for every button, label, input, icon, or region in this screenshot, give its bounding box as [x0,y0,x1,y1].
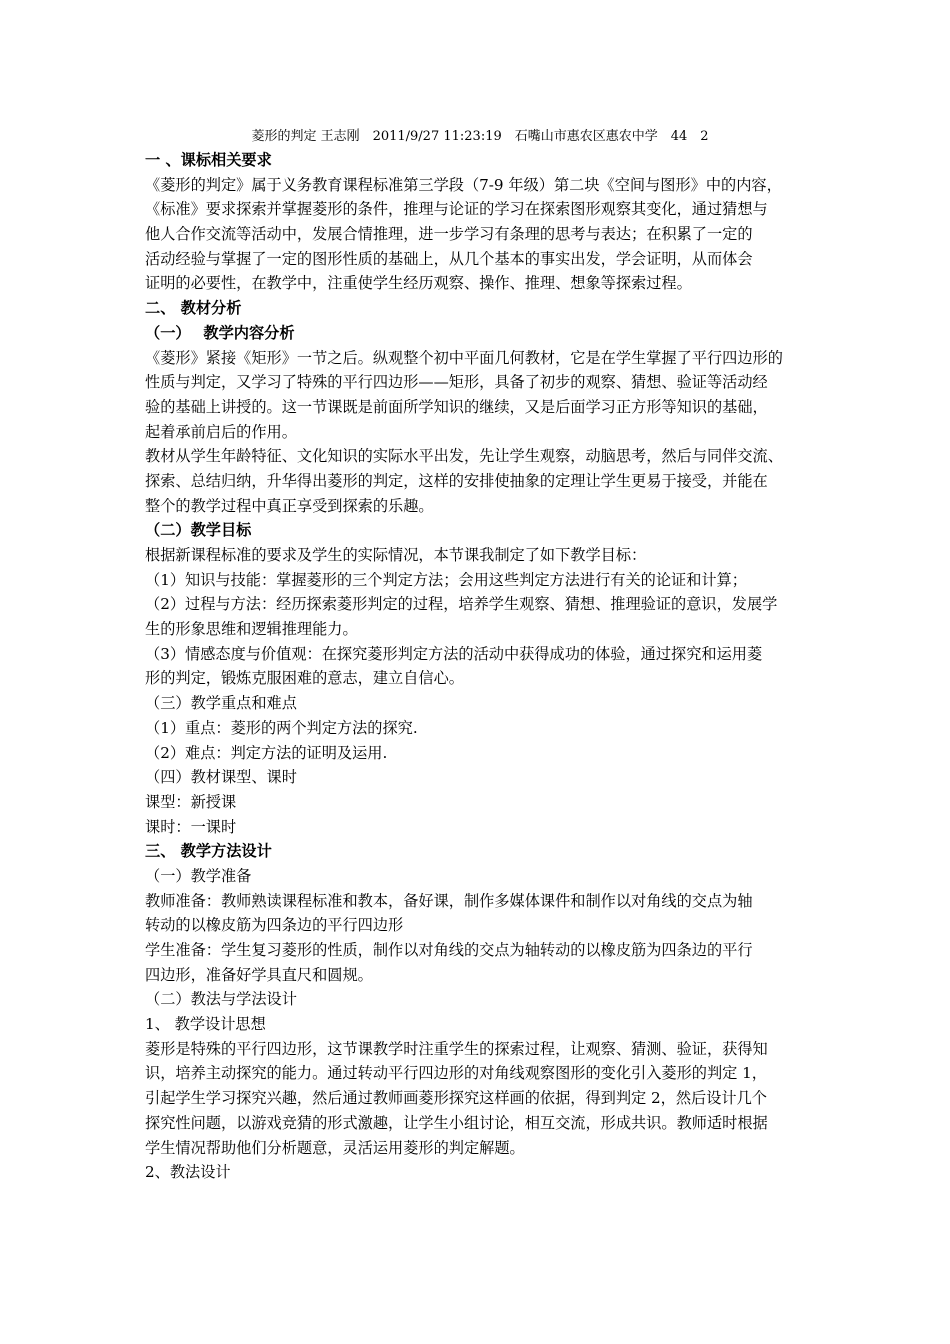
text-line: 四边形，准备好学具直尺和圆规。 [145,965,373,984]
text-line: 课时：一课时 [145,817,237,836]
text-line: 学生情况帮助他们分析题意，灵活运用菱形的判定解题。 [145,1138,525,1157]
text-line: （二）教法与学法设计 [145,990,297,1009]
text-line: 性质与判定，又学习了特殊的平行四边形——矩形，具备了初步的观察、猜想、验证等活动经 [145,373,768,392]
text-line: （四）教材课型、课时 [145,768,297,787]
section-heading: （二）教学目标 [145,521,252,540]
section-heading: 一 、课标相关要求 [145,151,272,169]
text-line: 学生准备：学生复习菱形的性质，制作以对角线的交点为轴转动的以橡皮筋为四条边的平行 [145,941,753,959]
text-line: 识，培养主动探究的能力。通过转动平行四边形的对角线观察图形的变化引入菱形的判定 1， [145,1064,767,1083]
section-heading: 二、 教材分析 [145,299,242,318]
text-line: （2）难点：判定方法的证明及运用. [145,743,388,762]
text-line: （一）教学准备 [145,866,252,885]
text-line: （2）过程与方法：经历探索菱形判定的过程，培养学生观察、猜想、推理验证的意识，发展学 [145,595,778,614]
section-heading: （一） 教学内容分析 [145,323,295,342]
text-line: 形的判定，锻炼克服困难的意志，建立自信心。 [145,669,464,688]
text-line: 起着承前启后的作用。 [145,422,297,441]
text-line: 他人合作交流等活动中，发展合情推理，进一步学习有条理的思考与表达；在积累了一定的 [145,225,753,244]
document-page [145,128,815,1185]
document-body [145,148,815,1185]
text-line: 引起学生学习探究兴趣，然后通过教师画菱形探究这样画的依据，得到判定 2，然后设计几个 [145,1089,767,1108]
text-line: 课型：新授课 [145,792,237,811]
text-line: 探究性问题，以游戏竞猜的形式激趣，让学生小组讨论，相互交流，形成共识。教师适时根据 [145,1113,768,1132]
text-line: （三）教学重点和难点 [145,694,297,713]
text-line: 证明的必要性，在教学中，注重使学生经历观察、操作、推理、想象等探索过程。 [145,274,692,293]
section-heading: 三、 教学方法设计 [145,842,272,861]
text-line: 2、教法设计 [145,1163,231,1182]
text-line: 生的形象思维和逻辑推理能力。 [145,620,358,639]
text-line: 教材从学生年龄特征、文化知识的实际水平出发，先让学生观察，动脑思考，然后与同伴交流、 [145,447,783,466]
text-line: 整个的教学过程中真正享受到探索的乐趣。 [145,496,434,515]
text-line: （1）重点：菱形的两个判定方法的探究. [145,718,418,737]
text-line: 教师准备：教师熟读课程标准和教本，备好课，制作多媒体课件和制作以对角线的交点为轴 [145,891,753,910]
text-line: 《菱形》紧接《矩形》一节之后。纵观整个初中平面几何教材，它是在学生掌握了平行四边形的 [145,348,783,367]
text-line: 探索、总结归纳，升华得出菱形的判定，这样的安排使抽象的定理让学生更易于接受，并能在 [145,471,768,490]
text-line: 根据新课程标准的要求及学生的实际情况，本节课我制定了如下教学目标： [145,546,647,564]
text-line: （3）情感态度与价值观：在探究菱形判定方法的活动中获得成功的体验，通过探究和运用菱 [145,644,763,663]
text-line: 《菱形的判定》属于义务教育课程标准第三学段（7-9 年级）第二块《空间与图形》中的内容， [145,175,782,194]
text-line: 菱形是特殊的平行四边形，这节课教学时注重学生的探索过程，让观察、猜测、验证，获得知 [145,1039,768,1058]
text-line: 活动经验与掌握了一定的图形性质的基础上，从几个基本的事实出发，学会证明，从而体会 [145,249,753,268]
text-line: （1）知识与技能：掌握菱形的三个判定方法；会用这些判定方法进行有关的论证和计算； [145,570,747,589]
text-line: 验的基础上讲授的。这一节课既是前面所学知识的继续，又是后面学习正方形等知识的基础， [145,397,768,416]
text-line: 《标准》要求探索并掌握菱形的条件，推理与论证的学习在探索图形观察其变化，通过猜想与 [145,200,768,219]
text-line: 1、 教学设计思想 [145,1015,266,1034]
document-header: 菱形的判定 王志刚 2011/9/27 11:23:19 石嘴山市惠农区惠农中学 44 2 [251,129,709,144]
text-line: 转动的以橡皮筋为四条边的平行四边形 [145,916,404,935]
